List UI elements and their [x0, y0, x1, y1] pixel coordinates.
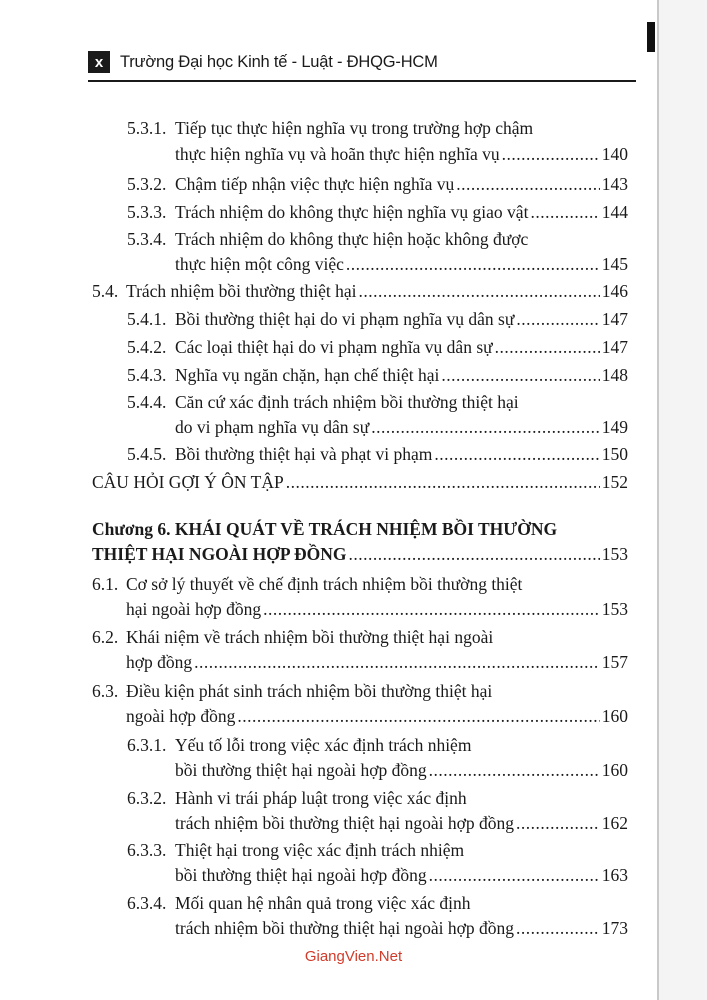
toc-entry-review-questions: CÂU HỎI GỢI Ý ÔN TẬP ..... 152 [92, 471, 628, 493]
toc-entry-6-1: 6.1. Cơ sở lý thuyết về chế định trách nhiệm bồi thường thiệt [92, 574, 523, 594]
toc-entry-6-1-cont: hại ngoài hợp đồng ..... 153 [126, 598, 628, 620]
toc-entry-5-3-1-cont: thực hiện nghĩa vụ và hoãn thực hiện nghĩa vụ ..... 140 [175, 143, 628, 165]
toc-entry-5-3-1: 5.3.1. Tiếp tục thực hiện nghĩa vụ trong trường hợp chậm [127, 118, 534, 138]
toc-entry-5-3-4: 5.3.4. Trách nhiệm do không thực hiện hoặc không được [127, 229, 529, 249]
toc-entry-6-3-4-cont: trách nhiệm bồi thường thiệt hại ngoài hợp đồng ..... 173 [175, 917, 628, 939]
toc-entry-5-4-4: 5.4.4. Căn cứ xác định trách nhiệm bồi thường thiệt hại [127, 392, 519, 412]
page-margin-shadow [659, 0, 707, 1000]
toc-entry-6-3-3-cont: bồi thường thiệt hại ngoài hợp đồng ..... 163 [175, 864, 628, 886]
toc-entry-6-3: 6.3. Điều kiện phát sinh trách nhiệm bồi thường thiệt hại [92, 681, 493, 701]
toc-entry-6-3-2-cont: trách nhiệm bồi thường thiệt hại ngoài hợp đồng ..... 162 [175, 812, 628, 834]
toc-entry-5-3-3: 5.3.3. Trách nhiệm do không thực hiện nghĩa vụ giao vật ..... 144 [127, 201, 628, 223]
running-header [88, 46, 636, 78]
toc-entry-5-4: 5.4. Trách nhiệm bồi thường thiệt hại ..... 146 [92, 280, 628, 302]
toc-chapter-6-cont: THIỆT HẠI NGOÀI HỢP ĐỒNG ..... 153 [92, 543, 628, 565]
toc-entry-6-3-1: 6.3.1. Yếu tố lỗi trong việc xác định trách nhiệm [127, 735, 472, 755]
header-rule [88, 80, 636, 82]
toc-entry-6-2: 6.2. Khái niệm về trách nhiệm bồi thường thiệt hại ngoài [92, 627, 494, 647]
toc-entry-5-3-4-cont: thực hiện một công việc ..... 145 [175, 253, 628, 275]
toc-entry-5-4-3: 5.4.3. Nghĩa vụ ngăn chặn, hạn chế thiệt hại ..... 148 [127, 364, 628, 386]
toc-entry-5-4-1: 5.4.1. Bồi thường thiệt hại do vi phạm nghĩa vụ dân sự ..... 147 [127, 308, 628, 330]
header-title: Trường Đại học Kinh tế - Luật - ĐHQG-HCM [120, 52, 438, 71]
page-number: x [88, 51, 110, 73]
page-tab-marker [647, 22, 655, 52]
toc-entry-5-3-2: 5.3.2. Chậm tiếp nhận việc thực hiện nghĩa vụ ..... 143 [127, 173, 628, 195]
toc-entry-6-3-2: 6.3.2. Hành vi trái pháp luật trong việc xác định [127, 788, 467, 808]
toc-entry-5-4-4-cont: do vi phạm nghĩa vụ dân sự ..... 149 [175, 416, 628, 438]
toc-chapter-6-title: Chương 6. KHÁI QUÁT VỀ TRÁCH NHIỆM BỒI THƯỜNG [92, 519, 558, 539]
toc-entry-6-3-cont: ngoài hợp đồng ..... 160 [126, 705, 628, 727]
toc-entry-6-3-3: 6.3.3. Thiệt hại trong việc xác định trách nhiệm [127, 840, 465, 860]
toc-entry-6-3-4: 6.3.4. Mối quan hệ nhân quả trong việc xác định [127, 893, 471, 913]
toc-entry-5-4-2: 5.4.2. Các loại thiệt hại do vi phạm nghĩa vụ dân sự ..... 147 [127, 336, 628, 358]
toc-entry-5-4-5: 5.4.5. Bồi thường thiệt hại và phạt vi phạm ..... 150 [127, 443, 628, 465]
toc-entry-6-2-cont: hợp đồng ..... 157 [126, 651, 628, 673]
page-edge [657, 0, 659, 1000]
watermark: GiangVien.Net [304, 948, 403, 965]
toc-entry-6-3-1-cont: bồi thường thiệt hại ngoài hợp đồng ..... 160 [175, 759, 628, 781]
